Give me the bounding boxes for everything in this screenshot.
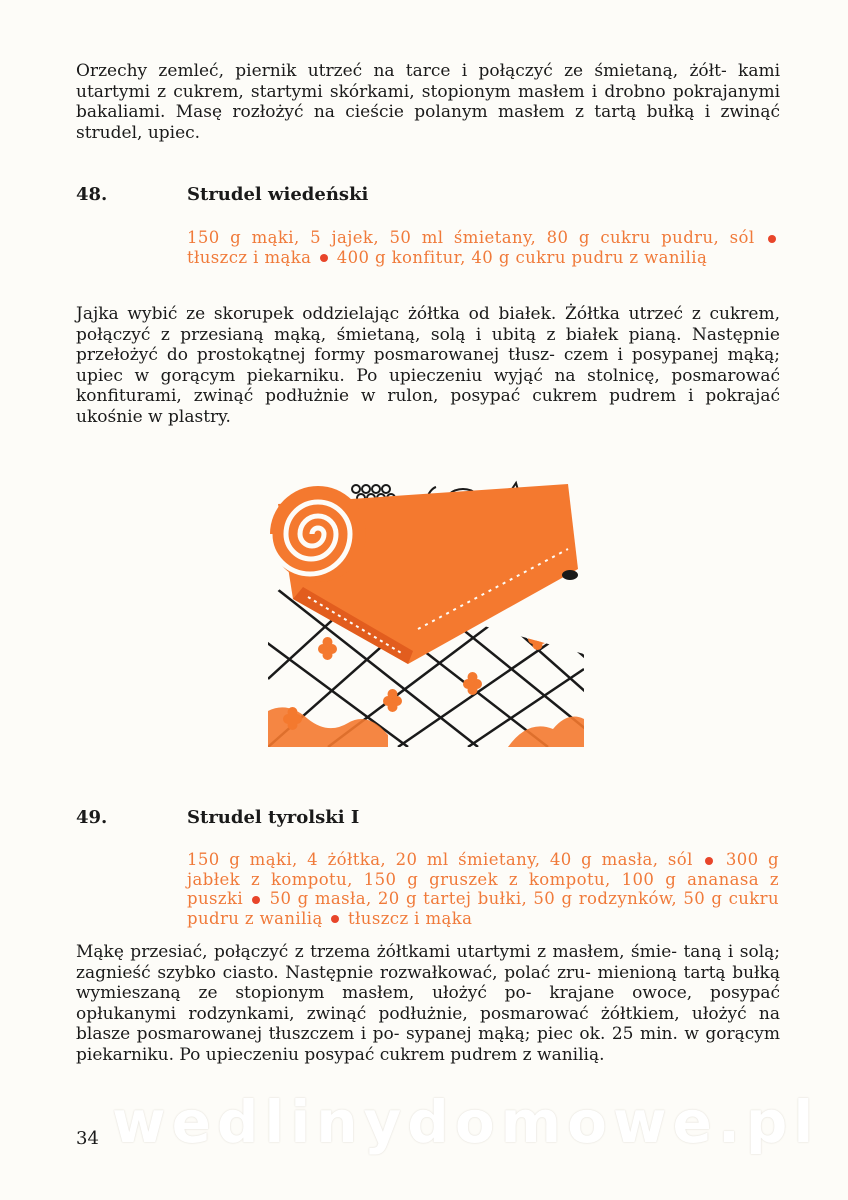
text-line: pokrajanymi bakaliami. Masę rozłożyć na cieście polanym masłem <box>76 81 781 122</box>
text-line: z tartą bułką i zwinąć strudel, upiec. <box>76 102 780 143</box>
recipe-number: 49. <box>76 807 108 828</box>
bullet-icon <box>252 896 260 904</box>
ingredient-group: 150 g mąki, 4 żółtka, 20 ml śmietany, 40 g masła, sól <box>187 850 693 869</box>
text-line: Mąkę przesiać, połączyć z trzema żółtkami utartymi z masłem, śmie- <box>76 942 678 962</box>
text-line: sypanej mąką; piec ok. 25 min. w gorącym piekarniku. Po upieczeniu <box>76 1024 781 1065</box>
bullet-icon <box>705 857 713 865</box>
text-line: posypać cukrem pudrem z wanilią. <box>304 1044 605 1065</box>
ingredients-list <box>187 228 779 267</box>
text-line: krajane owoce, posypać opłukanymi rodzynkami, zwinąć podłużnie, <box>76 983 780 1024</box>
text-line: Jajka wybić ze skorupek oddzielając żółtka od białek. Żółtka utrzeć <box>76 304 684 324</box>
ingredient-group: 400 g konfitur, 40 g cukru pudru z wanilią <box>336 247 708 267</box>
ingredient-group: 50 g masła, 20 g tartej bułki, 50 g rodzynków, 50 g cukru pudru z wanilią <box>187 889 779 928</box>
text-line: czem i posypanej mąką; upiec w gorącym piekarniku. Po upieczeniu <box>76 345 781 386</box>
bullet-icon <box>331 915 339 923</box>
text-line: mienioną tartą bułką wymieszaną ze stopionym masłem, ułożyć po- <box>76 962 780 1003</box>
text-line: pianą. Następnie przełożyć do prostokątnej formy posmarowanej tłusz- <box>76 324 780 365</box>
ingredient-group: 150 g mąki, 5 jajek, 50 ml śmietany, 80 g cukru pudru, sól <box>187 228 755 247</box>
intro-paragraph <box>76 61 780 143</box>
recipe-title: Strudel tyrolski I <box>187 807 360 828</box>
text-line: posmarować żółtkiem, ułożyć na blasze posmarowanej tłuszczem i po- <box>76 1003 780 1044</box>
method-paragraph <box>76 304 780 427</box>
recipe-title: Strudel wiedeński <box>187 184 369 205</box>
page-number: 34 <box>76 1128 99 1149</box>
ingredient-group: 300 g jabłek z kompotu, 150 g gruszek z kompotu, 100 g ananasa z puszki <box>187 850 779 908</box>
bullet-icon <box>320 254 328 262</box>
watermark: wedlinydomowe.pl <box>112 1088 820 1156</box>
text-line: Orzechy zemleć, piernik utrzeć na tarce i połączyć ze śmietaną, żółt- <box>76 61 727 81</box>
text-line: taną i solą; zagnieść szybko ciasto. Następnie rozwałkować, polać zru- <box>76 942 780 983</box>
strudel-illustration <box>268 479 584 747</box>
ingredient-group: tłuszcz i mąka <box>348 908 473 928</box>
ingredient-group: tłuszcz i mąka <box>187 247 312 267</box>
text-line: posypać cukrem pudrem i pokrajać ukośnie w plastry. <box>76 386 780 427</box>
text-line: z cukrem, połączyć z przesianą mąką, śmietaną, solą i ubitą z białek <box>76 304 781 345</box>
recipe-number: 48. <box>76 184 108 205</box>
method-paragraph <box>76 942 780 1065</box>
ingredients-list <box>187 850 779 928</box>
text-line: wyjąć na stolnicę, posmarować konfiturami, zwinąć podłużnie w rulon, <box>76 365 780 406</box>
text-line: kami utartymi z cukrem, startymi skórkami, stopionym masłem i drobno <box>76 61 781 102</box>
bullet-icon <box>768 235 776 243</box>
